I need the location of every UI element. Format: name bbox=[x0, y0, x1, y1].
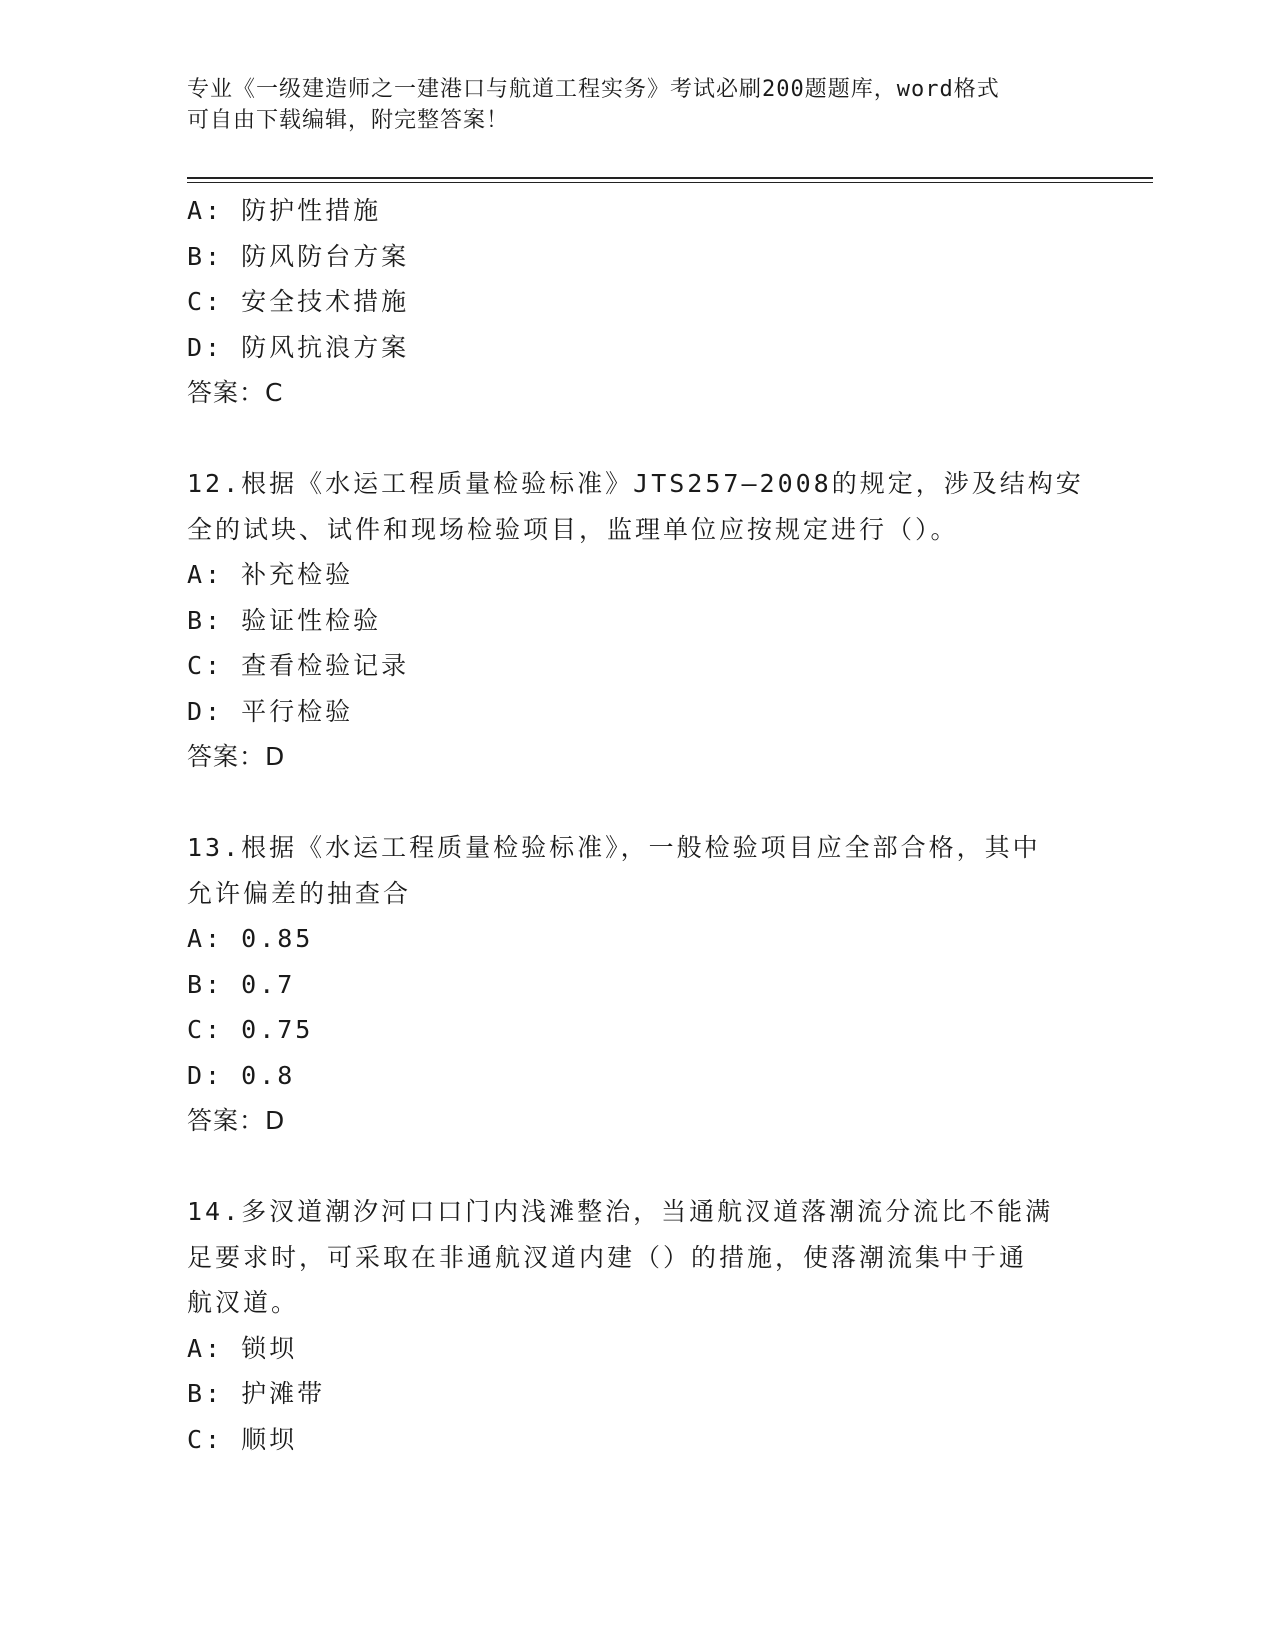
header-rule-top bbox=[187, 177, 1153, 179]
option-b: B: 护滩带 bbox=[187, 1379, 326, 1408]
option-c: C: 0.75 bbox=[187, 1015, 314, 1044]
spacer bbox=[187, 416, 1087, 462]
document-header bbox=[187, 74, 1067, 136]
question-12 bbox=[187, 461, 1087, 780]
spacer bbox=[187, 1144, 1087, 1190]
option-c: C: 查看检验记录 bbox=[187, 651, 410, 680]
option-a: A: 0.85 bbox=[187, 924, 314, 953]
question-text-line-2: 足要求时，可采取在非通航汊道内建（）的措施，使落潮流集中于通 bbox=[187, 1242, 1028, 1272]
question-text-line-1: 12.根据《水运工程质量检验标准》JTS257—2008的规定，涉及结构安 bbox=[187, 469, 1084, 498]
option-b: B: 0.7 bbox=[187, 969, 296, 999]
answer: 答案：D bbox=[187, 742, 286, 771]
spacer bbox=[187, 780, 1087, 826]
answer: 答案：D bbox=[187, 1106, 286, 1135]
question-text-line-1: 14.多汊道潮汐河口口门内浅滩整治，当通航汊道落潮流分流比不能满 bbox=[187, 1197, 1054, 1226]
question-14 bbox=[187, 1189, 1087, 1462]
question-13 bbox=[187, 825, 1087, 1144]
question-text-line-2: 全的试块、试件和现场检验项目，监理单位应按规定进行（）。 bbox=[187, 514, 959, 544]
option-d: D: 0.8 bbox=[187, 1060, 296, 1090]
header-line-2: 可自由下载编辑，附完整答案！ bbox=[187, 108, 510, 133]
question-text-line-2: 允许偏差的抽查合 bbox=[187, 878, 412, 908]
header-rule-bottom bbox=[187, 182, 1153, 183]
option-a: A: 防护性措施 bbox=[187, 196, 382, 225]
option-c: C: 顺坝 bbox=[187, 1424, 298, 1454]
header-line-1: 专业《一级建造师之一建港口与航道工程实务》考试必刷200题题库，word格式 bbox=[187, 77, 1000, 102]
option-a: A: 补充检验 bbox=[187, 560, 354, 589]
option-d: D: 平行检验 bbox=[187, 696, 354, 726]
question-11 bbox=[187, 188, 1087, 416]
option-b: B: 防风防台方案 bbox=[187, 241, 410, 271]
answer: 答案：C bbox=[187, 378, 284, 407]
option-b: B: 验证性检验 bbox=[187, 605, 382, 635]
question-text-line-3: 航汊道。 bbox=[187, 1288, 300, 1317]
question-text-line-1: 13.根据《水运工程质量检验标准》，一般检验项目应全部合格，其中 bbox=[187, 833, 1041, 862]
option-a: A: 锁坝 bbox=[187, 1333, 298, 1363]
question-list bbox=[187, 188, 1087, 1462]
option-d: D: 防风抗浪方案 bbox=[187, 332, 410, 362]
option-c: C: 安全技术措施 bbox=[187, 287, 410, 316]
